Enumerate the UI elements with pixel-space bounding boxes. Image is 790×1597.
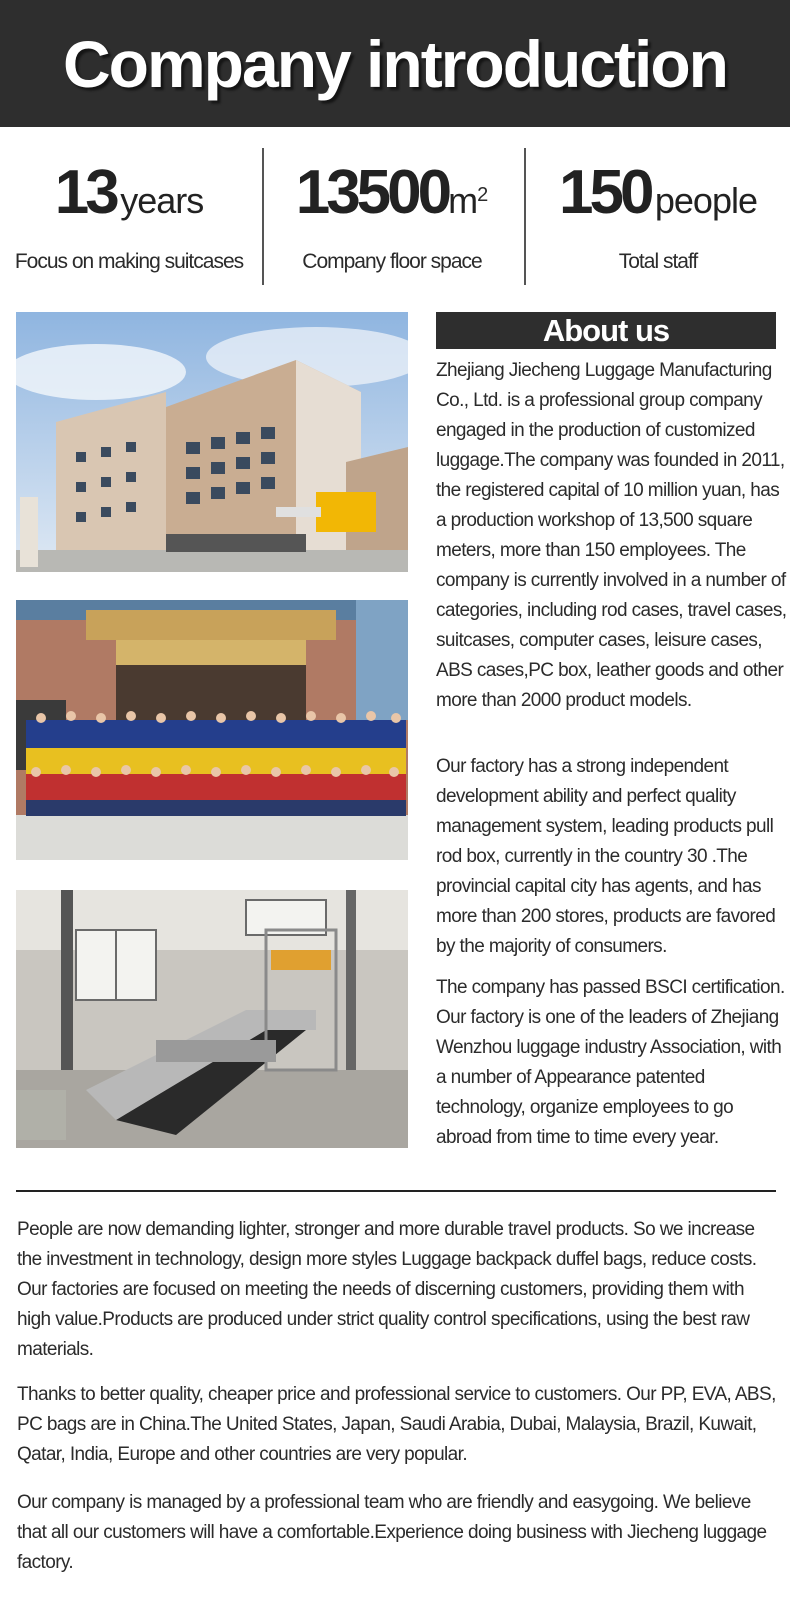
stat-floor-space-sup: 2 bbox=[477, 184, 489, 206]
stat-floor-space bbox=[264, 148, 520, 285]
bottom-paragraph-2: Thanks to better quality, cheaper price and professional service to customers. Our PP, EVA, ABS, PC bags are in China.The United States, Japan, Saudi Arabia, Dubai, Malaysia, Brazil, Kuwait, Qatar, India, Europe and other countries are very popular. bbox=[17, 1384, 776, 1465]
stat-staff-number: 150 bbox=[558, 158, 651, 227]
page-title: Company introduction bbox=[63, 26, 727, 101]
stat-staff-unit: people bbox=[654, 180, 757, 221]
stat-floor-space-value bbox=[264, 160, 520, 242]
stat-floor-space-unit: m bbox=[448, 180, 478, 221]
about-paragraph-2: Our factory has a strong independent development ability and perfect quality management system, leading products pull rod box, currently in the country 30 .The provincial capital city has agents, and has more than 200 stores, products are favored by the majority of consumers. bbox=[436, 756, 776, 957]
stat-years-unit: years bbox=[120, 180, 204, 221]
photo-factory-building bbox=[16, 312, 408, 572]
stat-floor-space-caption: Company floor space bbox=[302, 250, 482, 273]
stat-years-number: 13 bbox=[54, 158, 116, 227]
about-us-heading: About us bbox=[436, 312, 776, 349]
photo-production-line bbox=[16, 890, 408, 1148]
about-paragraph-3: The company has passed BSCI certification. Our factory is one of the leaders of Zhejiang Wenzhou luggage industry Association, with a number of Appearance patented technology, organize employees to go abroad from time to time every year. bbox=[436, 977, 785, 1148]
stat-staff-value bbox=[526, 160, 790, 242]
bottom-paragraph-3: Our company is managed by a professional team who are friendly and easygoing. We believe that all our customers will have a comfortable.Experience doing business with Jiecheng luggage factory. bbox=[17, 1492, 767, 1573]
stat-years-value bbox=[0, 160, 258, 242]
stat-years bbox=[0, 148, 258, 285]
stat-staff-caption: Total staff bbox=[618, 250, 698, 273]
stat-floor-space-number: 13500 bbox=[295, 158, 449, 227]
stat-years-caption: Focus on making suitcases bbox=[14, 250, 244, 273]
stat-staff bbox=[526, 148, 790, 285]
title-banner bbox=[0, 0, 790, 127]
photo-staff-group bbox=[16, 600, 408, 860]
bottom-paragraph-1: People are now demanding lighter, stronger and more durable travel products. So we increase the investment in technology, design more styles Luggage backpack duffel bags, reduce costs. Our factories are focused on meeting the needs of discerning customers, providing them with high value.Products are produced under strict quality control specifications, using the best raw materials. bbox=[17, 1219, 757, 1360]
section-divider bbox=[16, 1190, 776, 1192]
about-paragraph-1: Zhejiang Jiecheng Luggage Manufacturing Co., Ltd. is a professional group company engaged in the production of customized luggage.The company was founded in 2011, the registered capital of 10 million yuan, has a production workshop of 13,500 square meters, more than 150 employees. The company is currently involved in a number of categories, including rod cases, travel cases, suitcases, computer cases, leisure cases, ABS cases,PC box, leather goods and other more than 2000 product models. bbox=[436, 360, 787, 711]
